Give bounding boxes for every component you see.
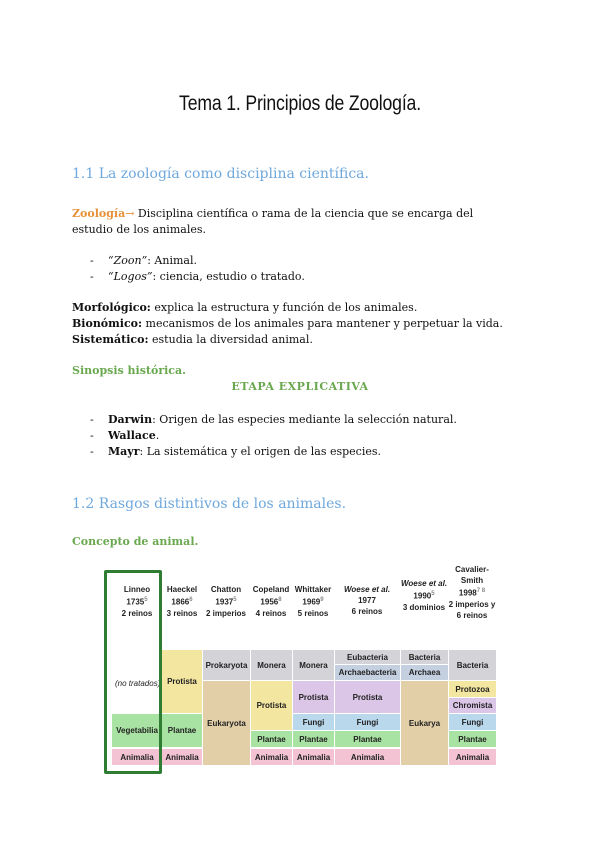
section-heading-1: 1.1 La zoología como disciplina científica. — [72, 166, 369, 182]
list-item: - “Logos”: ciencia, estudio o tratado. — [90, 269, 305, 285]
classification-table — [112, 562, 496, 770]
cell-archaebacteria: Archaebacteria — [335, 665, 400, 680]
cell-vegetabilia: Vegetabilia — [112, 714, 162, 747]
cell-plantae: Plantae — [335, 731, 400, 747]
aspects-block — [72, 300, 503, 348]
concepto-label: Concepto de animal. — [72, 535, 199, 548]
cell-prokaryota: Prokaryota — [203, 650, 250, 680]
cell-protista: Protista — [251, 681, 292, 730]
arrow-icon: → — [125, 207, 135, 220]
cell-monera: Monera — [293, 650, 334, 680]
cell-no-tratados: (no tratados) — [115, 678, 161, 688]
cell-protozoa: Protozoa — [449, 681, 496, 697]
header-haeckel: Haeckel 1866$^6$ 3 reinos — [166, 585, 198, 618]
cell-protista: Protista — [335, 681, 400, 713]
list-item: - Darwin: Origen de las especies mediante la selección natural. — [90, 412, 457, 428]
header-woese-1990: Woese et al. 1990$^5$ 3 dominios — [400, 579, 448, 612]
linneo-highlight-box — [104, 570, 162, 774]
aspect-morfologico: Morfológico: explica la estructura y función de los animales. — [72, 301, 418, 314]
cell-eubacteria: Eubacteria — [335, 650, 400, 664]
list-item: - Mayr: La sistemática y el origen de las especies. — [90, 444, 457, 460]
sinopsis-label: Sinopsis histórica. — [72, 364, 186, 377]
cell-animalia: Animalia — [293, 749, 334, 765]
cell-bacteria: Bacteria — [449, 650, 496, 680]
cell-plantae: Plantae — [449, 731, 496, 747]
cell-eukaryota: Eukaryota — [203, 681, 250, 765]
header-chatton: Chatton 1937$^5$ 2 imperios — [205, 585, 246, 618]
cell-animalia: Animalia — [162, 749, 202, 765]
cell-protista: Protista — [162, 650, 202, 713]
aspect-bionomico: Bionómico: mecanismos de los animales para mantener y perpetuar la vida. — [72, 317, 503, 330]
cell-animalia: Animalia — [335, 749, 400, 765]
figures-list — [90, 412, 457, 460]
cell-plantae: Plantae — [251, 731, 292, 747]
cell-chromista: Chromista — [449, 698, 496, 713]
cell-eukarya: Eukarya — [401, 681, 448, 765]
cell-fungi: Fungi — [449, 714, 496, 730]
cell-plantae: Plantae — [293, 731, 334, 747]
list-item: - “Zoon”: Animal. — [90, 253, 305, 269]
cell-monera: Monera — [251, 650, 292, 680]
cell-animalia: Animalia — [251, 749, 292, 765]
definition-paragraph — [72, 206, 512, 238]
section-heading-2: 1.2 Rasgos distintivos de los animales. — [72, 496, 347, 512]
cell-plantae: Plantae — [162, 714, 202, 747]
cell-animalia: Animalia — [449, 749, 496, 765]
header-woese-1977: Woese et al. 1977 6 reinos — [343, 585, 391, 616]
aspect-sistematico: Sistemático: estudia la diversidad animal. — [72, 333, 313, 346]
header-copeland: Copeland 1956$^8$ 4 reinos — [252, 585, 290, 618]
etymology-list — [90, 253, 305, 285]
header-linneo: Linneo 1735$^5$ 2 reinos — [121, 585, 153, 618]
document-title: Tema 1. Principios de Zoología. — [179, 92, 421, 115]
list-item: - Wallace. — [90, 428, 457, 444]
cell-fungi: Fungi — [293, 714, 334, 730]
cell-archaea: Archaea — [401, 665, 448, 680]
cell-animalia: Animalia — [112, 749, 162, 765]
definition-text: Disciplina científica o rama de la ciencia que se encarga del estudio de los animales. — [72, 207, 474, 236]
header-whittaker: Whittaker 1969$^9$ 5 reinos — [294, 585, 332, 618]
definition-term: Zoología — [72, 207, 126, 220]
cell-fungi: Fungi — [335, 714, 400, 730]
cell-bacteria: Bacteria — [401, 650, 448, 664]
etapa-heading: ETAPA EXPLICATIVA — [231, 380, 369, 393]
cell-protista: Protista — [293, 681, 334, 713]
header-cavalier-smith: Cavalier-Smith $1998^{7 8}$ 2 imperios y 6 reinos — [448, 565, 496, 620]
